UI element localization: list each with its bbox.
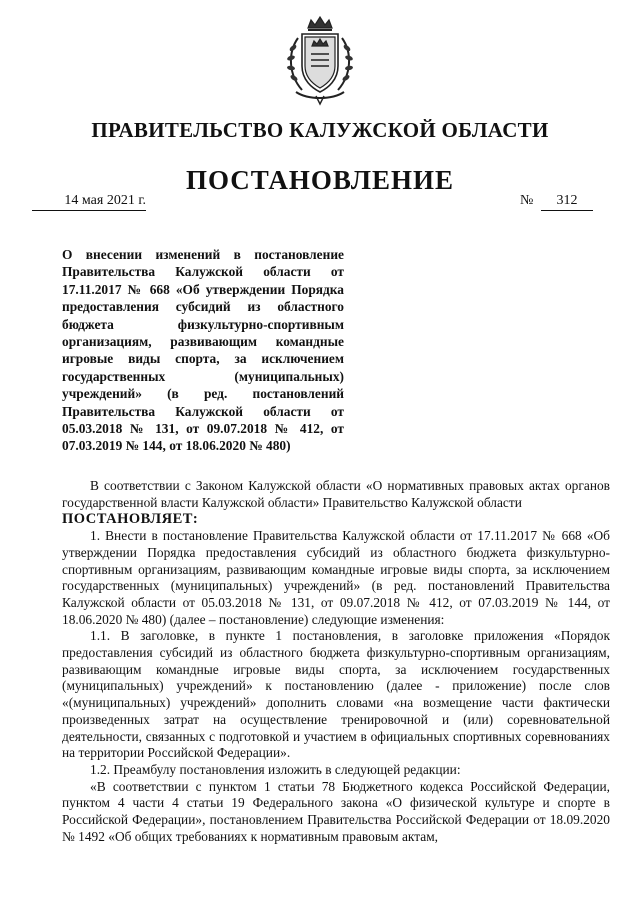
document-body <box>62 478 610 845</box>
resolve-heading: ПОСТАНОВЛЯЕТ: <box>62 511 199 528</box>
body-paragraph: 1. Внести в постановление Правительства Калужской области от 17.11.2017 № 668 «Об утверждении Порядка предоставления субсидий из областного бюджета физкультурно-спортивным организациям, развивающим командные игровые виды спорта, за исключением государственных (муниципальных) учреждений» (в ред. постановлений Правительства Калужской области от 05.03.2018 № 131, от 09.07.2018 № 412, от 07.03.2019 № 144, от 18.06.2020 № 480) (далее – постановление) следующие изменения: <box>62 528 610 627</box>
preamble-paragraph: В соответствии с Законом Калужской области «О нормативных правовых актах органов государственной власти Калужской области» Правительство Калужской области <box>62 478 610 510</box>
document-type: ПОСТАНОВЛЕНИЕ <box>185 165 455 195</box>
coat-of-arms-icon <box>280 14 360 106</box>
body-paragraph: 1.1. В заголовке, в пункте 1 постановления, в заголовке приложения «Порядок предоставления субсидий из областного бюджета физкультурно-спортивным организациям, развивающим командные игровые виды спорта, за исключением государственных (муниципальных) учреждений» к постановлению (далее - приложение) после слов «(муниципальных) учреждений» дополнить словами «на возмещение части фактически произведенных затрат на осуществление тренировочной и (или) соревновательной деятельности, связанных с подготовкой и участием в официальных спортивных соревнованиях на территории Российской Федерации». <box>62 628 610 761</box>
body-paragraph: 1.2. Преамбулу постановления изложить в следующей редакции: <box>90 761 461 777</box>
document-date: 14 мая 2021 г. <box>32 193 146 211</box>
number-sign: № <box>520 193 534 208</box>
document-number: 312 <box>541 193 593 211</box>
document-subject: О внесении изменений в постановление Правительства Калужской области от 17.11.2017 № 668 «Об утверждении Порядка предоставления субсидий из областного бюджета физкультурно-спортивным организациям, развивающим командные игровые виды спорта, за исключением государственных (муниципальных) учреждений» (в ред. постановлений Правительства Калужской области от 05.03.2018 № 131, от 09.07.2018 № 412, от 07.03.2019 № 144, от 18.06.2020 № 480) <box>62 247 344 454</box>
organization-title: ПРАВИТЕЛЬСТВО КАЛУЖСКОЙ ОБЛАСТИ <box>91 118 549 142</box>
body-paragraph: «В соответствии с пунктом 1 статьи 78 Бюджетного кодекса Российской Федерации, пунктом 4 части 4 статьи 19 Федерального закона «О физической культуре и спорте в Российской Федерации», постановлением Правительства Российской Федерации от 18.09.2020 № 1492 «Об общих требованиях к нормативным правовым актам, <box>62 778 610 844</box>
